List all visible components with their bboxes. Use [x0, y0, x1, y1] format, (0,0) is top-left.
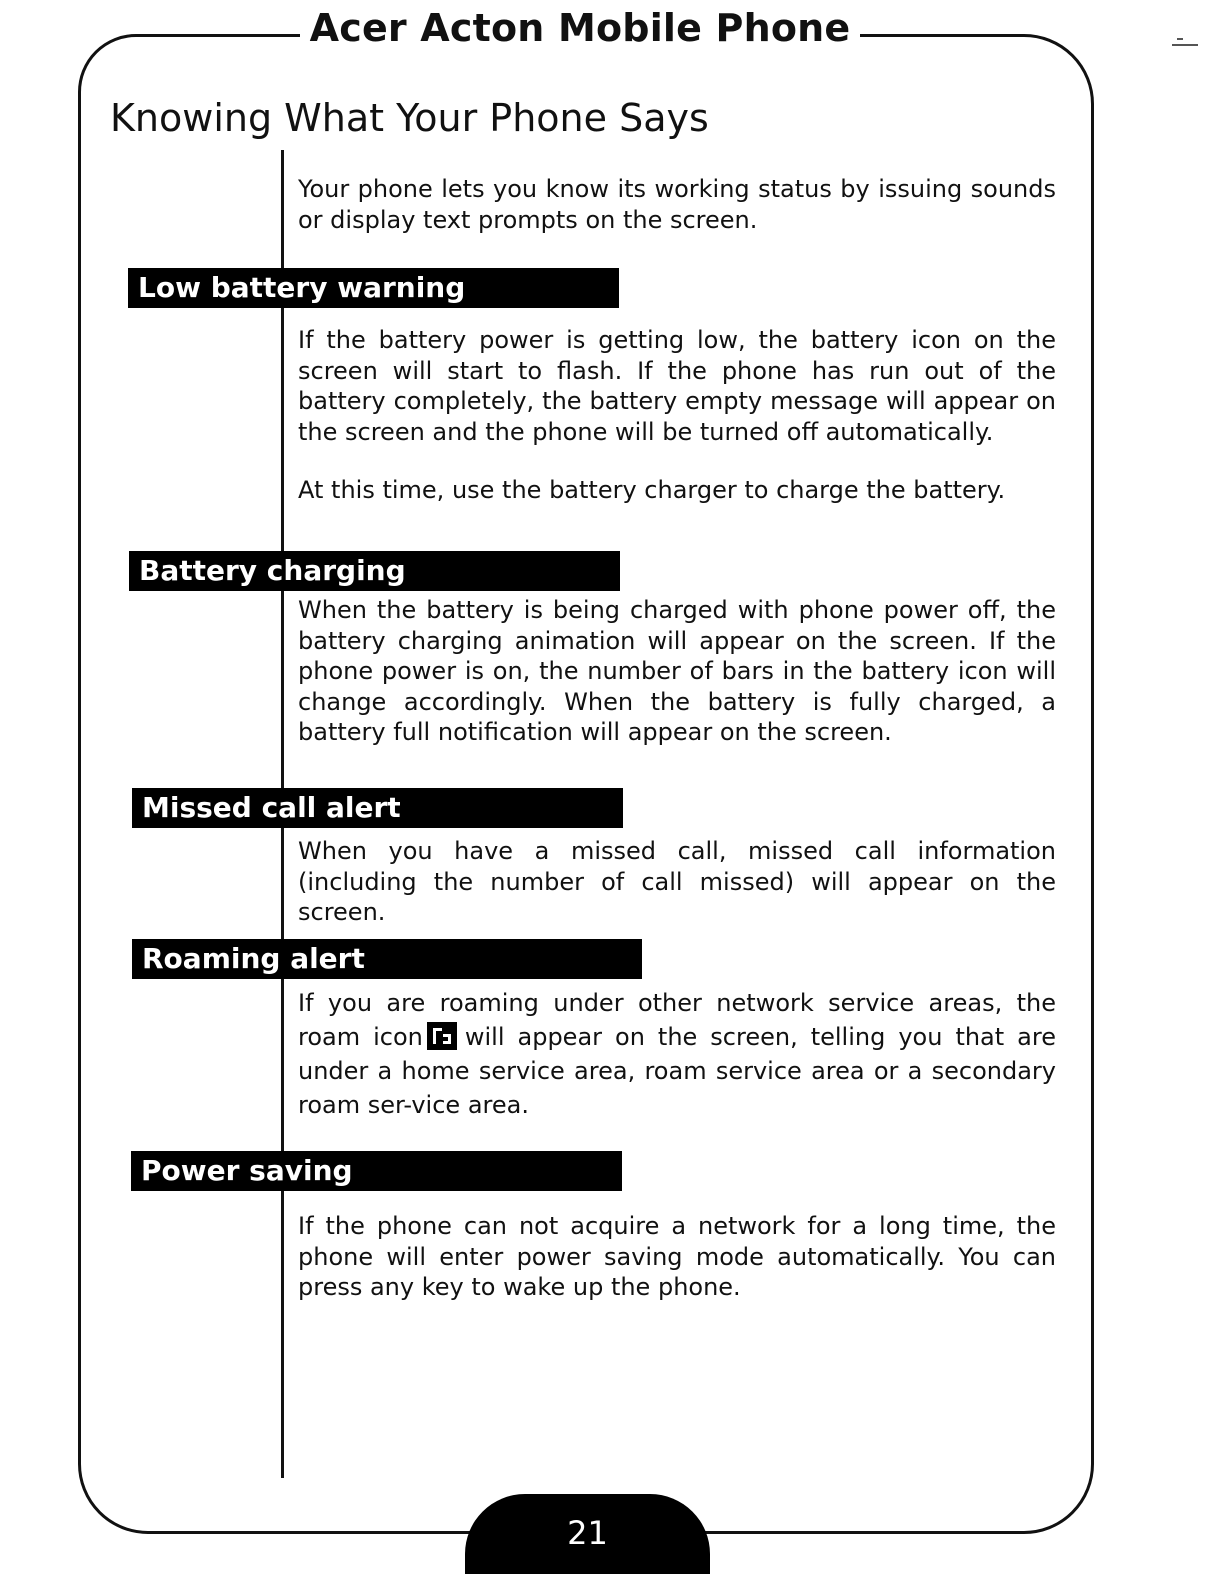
section-heading-missed-call: Missed call alert: [132, 788, 623, 828]
roaming-paragraph: [298, 986, 1056, 1122]
section-heading-low-battery: Low battery warning: [128, 268, 619, 308]
roaming-text-before-icon: If you are roaming under other network service areas, the roam icon: [298, 989, 1056, 1051]
power-saving-paragraph: If the phone can not acquire a network for a long time, the phone will enter power saving mode automatically. You can press any key to wake up the phone.: [298, 1212, 1056, 1301]
page-number: 21: [465, 1494, 710, 1574]
section-heading-battery-charging: Battery charging: [129, 551, 620, 591]
page-frame: [78, 34, 1094, 1534]
roam-icon: [427, 1022, 457, 1050]
scan-mark: [1172, 44, 1198, 46]
intro-paragraph: Your phone lets you know its working status by issuing sounds or display text prompts on the screen.: [298, 175, 1056, 234]
missed-call-paragraph: When you have a missed call, missed call information (including the number of call missed) will appear on the screen.: [298, 837, 1056, 926]
low-battery-paragraph-1: If the battery power is getting low, the battery icon on the screen will start to flash. If the phone has run out of the battery completely, the battery empty message will appear on the screen and the phone will be turned off automatically.: [298, 326, 1056, 446]
page-heading: Knowing What Your Phone Says: [110, 96, 709, 140]
battery-charging-paragraph: When the battery is being charged with phone power off, the battery charging animation will appear on the screen. If the phone power is on, the number of bars in the battery icon will change accordingly. When the battery is fully charged, a battery full notification will appear on the screen.: [298, 596, 1056, 746]
section-heading-roaming: Roaming alert: [132, 939, 642, 979]
scan-mark: [1177, 38, 1183, 40]
roaming-text-after-icon: will appear on the screen, telling you that are under a home service area, roam service area or a secondary roam ser-vice area.: [298, 1023, 1056, 1119]
section-heading-power-saving: Power saving: [131, 1151, 622, 1191]
low-battery-paragraph-2: At this time, use the battery charger to charge the battery.: [298, 476, 1006, 504]
document-title: Acer Acton Mobile Phone: [309, 6, 851, 50]
